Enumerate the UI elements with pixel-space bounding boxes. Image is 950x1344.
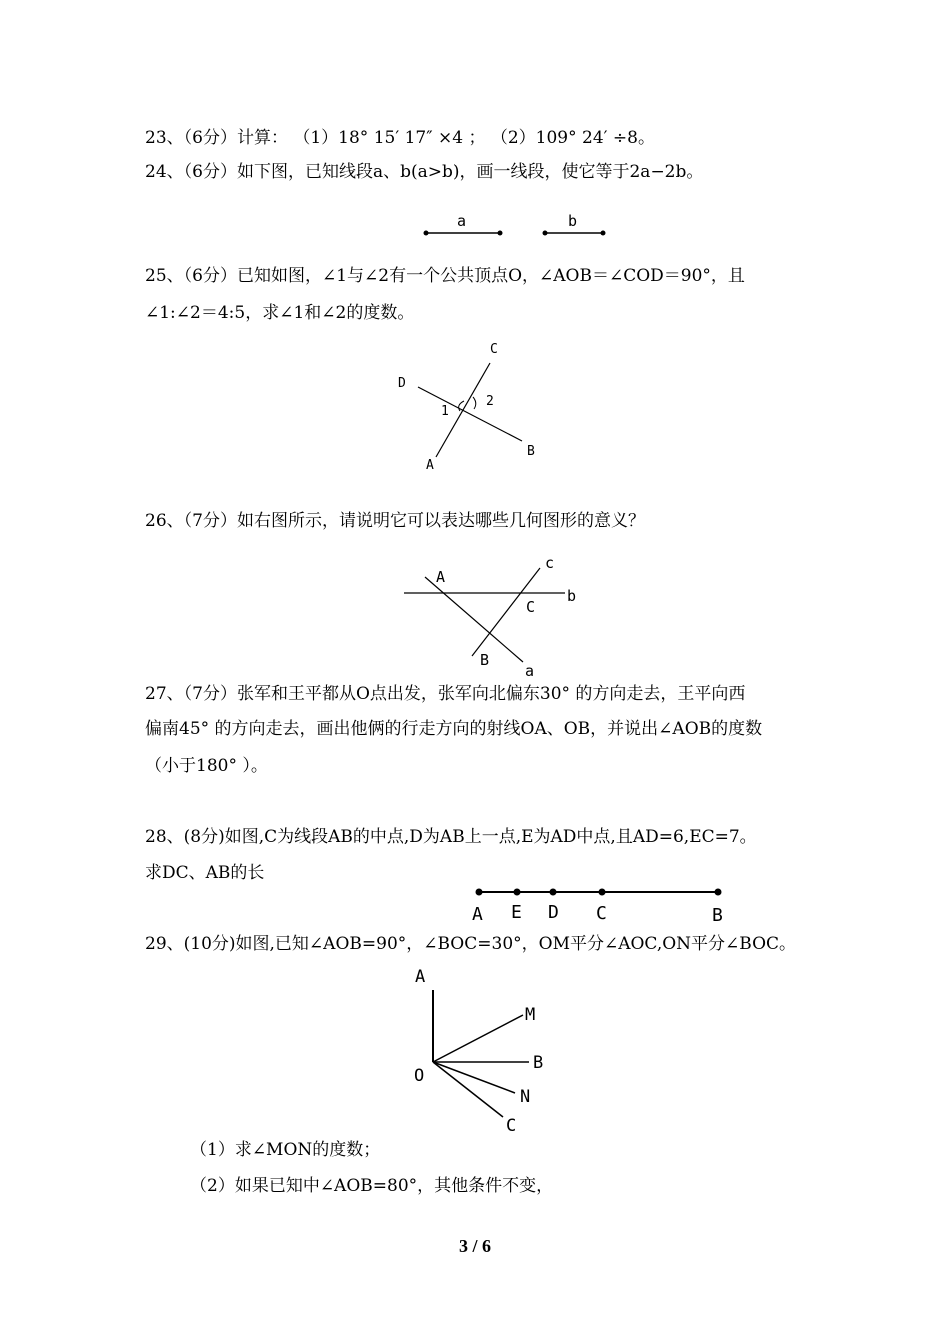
label-D: D: [398, 376, 406, 391]
label-D: D: [548, 902, 559, 923]
problem-25-line1: 25、（6分）已知如图，∠1与∠2有一个公共顶点O，∠AOB＝∠COD＝90°，且: [145, 266, 745, 286]
label-A: A: [472, 904, 483, 925]
label-a: a: [525, 662, 535, 680]
label-2: 2: [486, 394, 494, 409]
label-O: O: [414, 1066, 425, 1086]
label-1: 1: [441, 404, 449, 419]
label-a: a: [457, 212, 467, 230]
label-A: A: [426, 458, 434, 473]
figure-segment-AB: [465, 880, 735, 926]
problem-27-line2: 偏南45° 的方向走去，画出他俩的行走方向的射线OA、OB，并说出∠AOB的度数: [145, 719, 763, 739]
label-c: c: [545, 554, 555, 572]
problem-24: 24、（6分）如下图，已知线段a、b(a>b)，画一线段，使它等于2a−2b。: [145, 162, 704, 182]
problem-28-line1: 28、(8分)如图,C为线段AB的中点,D为AB上一点,E为AD中点,且AD=6,EC=7。: [145, 827, 757, 847]
problem-29-sub1: （1）求∠MON的度数；: [190, 1140, 381, 1160]
problem-28-line2: 求DC、AB的长: [145, 863, 265, 883]
label-N: N: [520, 1087, 531, 1107]
label-B: B: [480, 651, 490, 669]
label-E: E: [511, 902, 522, 923]
problem-29: 29、(10分)如图,已知∠AOB=90°，∠BOC=30°，OM平分∠AOC,ON平分∠BOC。: [145, 934, 797, 954]
figure-segments-a-b: [415, 208, 615, 240]
label-B: B: [533, 1053, 544, 1073]
figure-angles-1-2: [390, 335, 560, 475]
label-C: C: [506, 1116, 517, 1136]
page-number: 3 / 6: [458, 1236, 491, 1256]
problem-23: 23、（6分）计算： （1）18° 15′ 17″ ×4 ； （2）109° 24′ ÷8。: [145, 128, 655, 148]
label-C: C: [526, 598, 536, 616]
label-A: A: [415, 967, 426, 987]
label-C: C: [490, 342, 498, 357]
label-b: b: [567, 587, 577, 605]
label-A: A: [436, 568, 446, 586]
problem-26: 26、（7分）如右图所示，请说明它可以表达哪些几何图形的意义？: [145, 511, 645, 531]
label-M: M: [525, 1005, 536, 1025]
problem-27-line3: （小于180° ）。: [145, 756, 268, 776]
figure-three-lines: [400, 552, 590, 680]
label-B: B: [712, 905, 723, 926]
problem-27-line1: 27、（7分）张军和王平都从O点出发，张军向北偏东30° 的方向走去，王平向西: [145, 684, 746, 704]
problem-25-line2: ∠1:∠2＝4:5，求∠1和∠2的度数。: [145, 303, 415, 323]
label-C: C: [596, 903, 607, 924]
label-b: b: [568, 212, 578, 230]
figure-angles-AOB: [405, 960, 565, 1138]
label-B: B: [527, 444, 535, 459]
problem-29-sub2: （2）如果已知中∠AOB=80°，其他条件不变，: [190, 1176, 554, 1196]
